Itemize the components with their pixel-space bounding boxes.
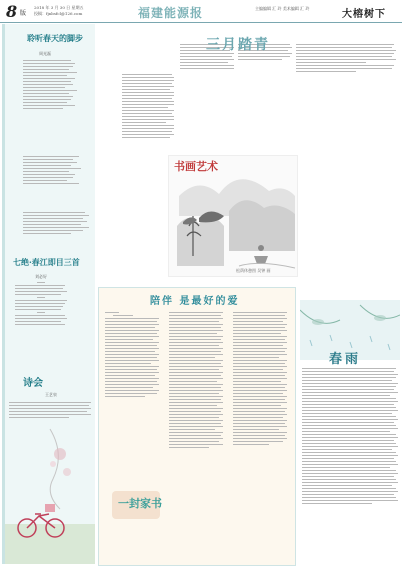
article-col-1 <box>122 74 174 138</box>
poem-title-1: 聆听春天的脚步 <box>27 33 83 43</box>
box-col-1 <box>105 312 161 397</box>
poem-body-1c <box>23 212 93 234</box>
poem-body-1 <box>23 60 78 109</box>
bicycle-illustration <box>5 424 95 564</box>
header-left-info <box>34 5 83 17</box>
poem-body-1b <box>23 156 83 184</box>
poem-title-3: 诗会 <box>23 378 43 389</box>
poem-body-2 <box>15 282 75 325</box>
box-col-2 <box>169 312 225 448</box>
page-number: 8 <box>6 2 18 21</box>
painting-section-title: 书画艺术 <box>174 160 218 173</box>
rain-title: 春雨 <box>329 352 362 367</box>
stamp-text: 一封家书 <box>118 497 162 510</box>
feature-box <box>98 287 296 566</box>
submission-email: 投稿：fjnbsfcl@126.com <box>34 11 83 16</box>
masthead: 福建能源报 <box>138 6 204 20</box>
poem-body-3 <box>9 402 93 418</box>
issue-date: 2018 年 3 月 30 日 星期五 <box>34 5 84 10</box>
box-col-3 <box>233 312 289 445</box>
editor-info: 主编编辑 汇 玲 美术编辑 汇 玲 <box>255 6 310 11</box>
feature-box-title: 陪伴 是最好的爱 <box>150 296 240 307</box>
page-suffix: 版 <box>20 10 27 17</box>
section-name: 大榕树下 <box>342 9 386 20</box>
painting-image <box>169 156 297 276</box>
poem-title-2: 七绝·春江即目三首 <box>13 257 80 267</box>
poem-author-1: 周光磊 <box>39 51 51 56</box>
article-title: 三月踏青 <box>206 37 270 53</box>
rain-body <box>302 368 398 504</box>
article-col-4 <box>296 44 396 72</box>
painting-caption: 松荫休憩图 吴钟 画 <box>236 268 271 273</box>
poem-author-2: 刘必好 <box>35 274 47 279</box>
poem-author-3: 王艺泉 <box>45 392 57 397</box>
left-column <box>5 24 95 564</box>
